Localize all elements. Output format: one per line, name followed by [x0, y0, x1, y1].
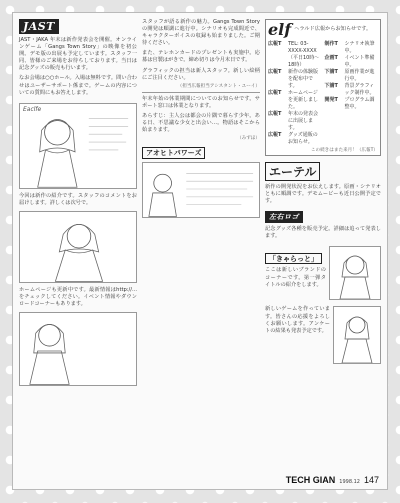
col3-bottom-text: 新しいゲームを作っています。皆さんの応援をよろしくお願いします。アンケートの結果も発表予定です。: [265, 306, 330, 334]
col3-bottom: [265, 306, 381, 364]
list-item: 広報T グッズ通販のお知らせ。: [268, 132, 318, 145]
eterle-text: 新作の開発状況をお伝えします。原画・シナリオともに順調です。デモムービーも近日公開予定です。: [265, 184, 381, 205]
character-illustration-3: [19, 312, 137, 386]
character-sketch-5: [330, 247, 380, 299]
divider: [142, 92, 260, 93]
magazine-page: [12, 12, 388, 490]
elf-rows-left: [268, 41, 322, 146]
character-sketch-3: [20, 313, 136, 385]
jast-section: [19, 19, 137, 97]
character-illustration-1: [19, 103, 137, 189]
magazine-name: TECH GIAN: [285, 475, 336, 485]
list-item: 下請T 背景グラフィック制作中。: [324, 83, 375, 96]
kyarat-logo: 「きゃらっと」: [265, 253, 322, 264]
character-sketch-6: [334, 307, 380, 363]
col2-text-4: 年末年始の休業期間についてのお知らせです。サポート窓口は休業となります。: [142, 95, 260, 109]
elf-section: [265, 19, 381, 156]
col2-signature-2: （みずほ）: [237, 136, 260, 142]
sayuu-section: [265, 211, 381, 240]
elf-closing: この続きはまた来月！（広報T）: [310, 148, 378, 153]
character-illustration-6: [333, 306, 381, 364]
list-item: 広報T 年末の発表会に出展します。: [268, 111, 319, 131]
character-sketch-1: [20, 104, 136, 188]
list-item: 広報T ホームページを更新しました。: [268, 90, 319, 110]
illus1-caption: Eaclfe: [23, 105, 42, 113]
jast-logo: JAST: [19, 19, 59, 34]
list-item: 広報T TEL: 03-XXXX-XXXX（平日10時〜18時）: [268, 41, 320, 68]
page-number: 147: [363, 475, 379, 485]
col1-bottom-text: ホームページも更新中です。最新情報はhttp://...をチェックしてください。イベント情報やダウンロードコーナーもあります。: [19, 286, 137, 308]
page-footer: [286, 475, 379, 485]
elf-logo: elf: [268, 20, 292, 39]
col2-signature: （担当広報担当アシスタント・ユーイ）: [177, 83, 260, 89]
character-illustration-2: [19, 211, 137, 283]
eterle-logo: エーテル: [265, 162, 320, 181]
col2-text-2: また、テレホンカードのプレゼントも実施中。応募は官製はがきで。締め切りは今月末日です。: [142, 50, 260, 64]
col2-text-5: あらすじ：主人公は都会の片隅で暮らす少年。ある日、不思議な少女と出会い…。物語はそこから始まります。: [142, 112, 260, 134]
issue-date: 1998.12: [339, 479, 360, 485]
jast-text-2: なお会場は○○ホール。入場は無料です。問い合わせはユーザーサポート係まで。ゲームの内容についての質問にもお答えします。: [19, 75, 137, 96]
character-illustration-5: [329, 246, 381, 300]
list-item: 広報T 新作の体験版を配布中です。: [268, 69, 319, 89]
elf-rows-right: [325, 41, 379, 146]
character-illustration-4: [142, 162, 260, 218]
list-item: 開発T プログラム調整中。: [324, 97, 375, 110]
sayuu-text: 記念グッズ各種を販売予定。詳細は追って発表します。: [265, 226, 381, 240]
elf-intro: ヘラルド広報からお知らせです。: [294, 26, 372, 33]
list-item: 企画T イベント準備中。: [324, 55, 375, 68]
eterle-section: [265, 162, 381, 205]
aohito-section: [142, 147, 260, 218]
list-item: 下請T 原画作業が進行中。: [324, 69, 375, 82]
sayuu-logo: 左右ロゴ: [265, 211, 303, 223]
aohito-logo: アオヒトパワーズ: [142, 147, 205, 159]
character-sketch-4: [143, 163, 259, 217]
col2-text-3: グラフィックの担当は新人スタッフ。新しい絵柄にご注目ください。: [142, 67, 260, 81]
column-2: [142, 19, 260, 467]
column-1: [19, 19, 137, 467]
col2-text-1: スタッフが語る新作の魅力。Gangs Town Story の開発は順調に進行中。シナリオも完成間近で、キャラクターボイスの収録も始まりました。ご期待ください。: [142, 19, 260, 47]
jast-text: JAST・JAKA 年末は新作発表会を開催。オンラインゲーム「Gangs Town Story」の映像を初公開。デモ版の出展も予定しています。スタッフ一同、皆様のご来場をお待ちしております。当日は記念グッズの販売も行います。: [19, 37, 137, 72]
col1-mid-text: 今回は新作の紹介です。スタッフのコメントをお届けします。詳しくは次号で。: [19, 192, 137, 206]
kyarat-text: ここは新しいブランドのコーナーです。第一弾タイトルの紹介をします。: [265, 267, 326, 288]
character-sketch-2: [20, 212, 136, 282]
kyarat-section: [265, 246, 381, 300]
column-3: [265, 19, 381, 467]
list-item: 制作T シナリオ執筆中。: [324, 41, 375, 54]
